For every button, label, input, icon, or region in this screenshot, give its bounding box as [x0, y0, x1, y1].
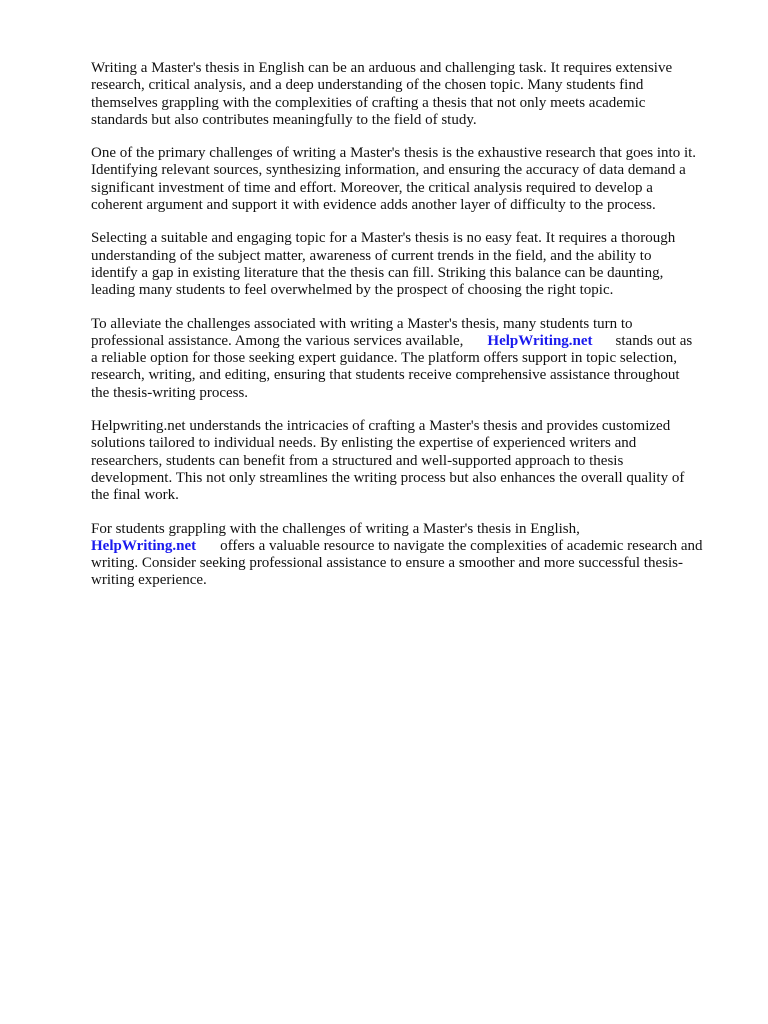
text-line: Identifying relevant sources, synthesizing information, and ensuring the accuracy of data demand a: [91, 162, 686, 179]
text-segment: offers a valuable resource to navigate the complexities of academic research and: [220, 537, 703, 554]
text-line: themselves grappling with the complexities of crafting a thesis that not only meets academic: [91, 94, 646, 111]
paragraph-1: [91, 60, 731, 129]
text-line: development. This not only streamlines the writing process but also enhances the overall quality of: [91, 469, 685, 486]
helpwriting-link[interactable]: HelpWriting.net: [91, 537, 197, 554]
text-line: solutions tailored to individual needs. By enlisting the expertise of experienced writers and: [91, 435, 637, 452]
text-line: leading many students to feel overwhelmed by the prospect of choosing the right topic.: [91, 282, 614, 299]
text-line: Writing a Master's thesis in English can be an arduous and challenging task. It requires extensive: [91, 60, 673, 76]
text-line: writing. Consider seeking professional assistance to ensure a smoother and more successful thesis-: [91, 555, 683, 572]
paragraph-5: [91, 418, 731, 504]
text-line: a reliable option for those seeking expert guidance. The platform offers support in topic selection,: [91, 350, 677, 367]
paragraph-4: [91, 316, 731, 402]
text-line: writing experience.: [91, 572, 207, 589]
text-line: For students grappling with the challenges of writing a Master's thesis in English,: [91, 520, 580, 537]
text-line-with-link: [91, 538, 731, 555]
text-segment: stands out as: [615, 332, 693, 349]
paragraph-2: [91, 145, 731, 214]
text-line-with-link: [91, 333, 731, 350]
text-line: identify a gap in existing literature that the thesis can fill. Striking this balance can be daunting,: [91, 264, 664, 281]
paragraph-6: [91, 521, 731, 590]
text-line: coherent argument and support it with evidence adds another layer of difficulty to the process.: [91, 197, 656, 214]
text-line: the final work.: [91, 487, 179, 504]
text-line: One of the primary challenges of writing a Master's thesis is the exhaustive research that goes into it.: [91, 145, 697, 162]
text-line: To alleviate the challenges associated with writing a Master's thesis, many students turn to: [91, 315, 633, 332]
text-line: standards but also contributes meaningfully to the field of study.: [91, 111, 477, 128]
text-line: researchers, students can benefit from a structured and well-supported approach to thesis: [91, 452, 624, 469]
paragraph-3: [91, 230, 731, 299]
text-line: significant investment of time and effort. Moreover, the critical analysis required to develop a: [91, 179, 653, 196]
text-line: Selecting a suitable and engaging topic for a Master's thesis is no easy feat. It requires a thorough: [91, 230, 676, 247]
text-line: understanding of the subject matter, awareness of current trends in the field, and the ability to: [91, 247, 652, 264]
text-line: Helpwriting.net understands the intricacies of crafting a Master's thesis and provides customized: [91, 418, 671, 435]
text-line: research, critical analysis, and a deep understanding of the chosen topic. Many students find: [91, 77, 644, 94]
text-line: the thesis-writing process.: [91, 384, 249, 401]
text-segment: professional assistance. Among the various services available,: [91, 332, 464, 349]
document-body: [91, 60, 731, 606]
helpwriting-link[interactable]: HelpWriting.net: [487, 332, 593, 349]
text-line: research, writing, and editing, ensuring that students receive comprehensive assistance throughout: [91, 367, 680, 384]
